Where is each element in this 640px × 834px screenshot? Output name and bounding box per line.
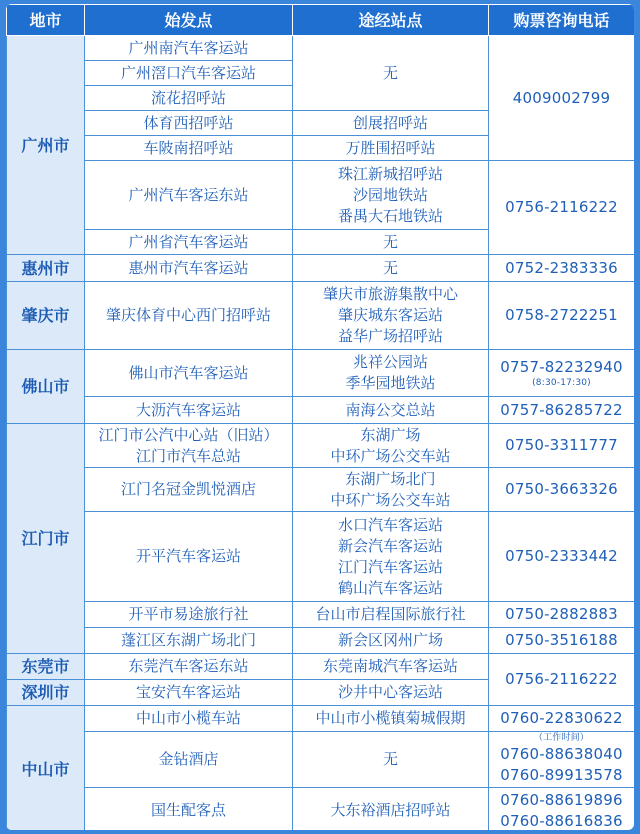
city-cell: 深圳市 — [7, 680, 85, 706]
table-row — [7, 161, 635, 230]
via-cell: 沙井中心客运站 — [293, 680, 489, 706]
via-line: 新会汽车客运站 — [337, 536, 443, 555]
city-cell: 东莞市 — [7, 654, 85, 680]
phone-number: 0760-88616836 — [500, 811, 623, 830]
via-cell: 无 — [293, 732, 489, 788]
via-cell: 南海公交总站 — [293, 397, 489, 424]
origin-cell: 开平市易途旅行社 — [85, 602, 293, 628]
table-row — [7, 36, 635, 61]
via-line: 东湖广场 — [360, 425, 421, 444]
via-line: 江门汽车客运站 — [337, 557, 443, 576]
table-row — [7, 654, 635, 680]
phone-cell: 0757-86285722 — [489, 397, 635, 424]
phone-cell: 0750-2882883 — [489, 602, 635, 628]
via-cell: 无 — [293, 230, 489, 255]
phone-cell: 0750-3311777 — [489, 424, 635, 468]
via-line: 鹤山汽车客运站 — [337, 578, 443, 597]
phone-cell: 0756-2116222 — [489, 161, 635, 255]
city-cell: 中山市 — [7, 706, 85, 831]
via-cell: 新会区冈州广场 — [293, 628, 489, 654]
via-line: 肇庆市旅游集散中心 — [322, 285, 458, 303]
via-cell: 大东裕酒店招呼站 — [293, 788, 489, 831]
origin-cell: 惠州市汽车客运站 — [85, 255, 293, 282]
phone-cell: 0758-2722251 — [489, 282, 635, 350]
via-line: 益华广场招呼站 — [337, 327, 443, 345]
via-cell: 创展招呼站 — [293, 111, 489, 136]
city-cell: 江门市 — [7, 424, 85, 654]
origin-cell: 佛山市汽车客运站 — [85, 350, 293, 397]
table-row — [7, 602, 635, 628]
phone-cell — [489, 732, 635, 788]
origin-cell: 开平汽车客运站 — [85, 512, 293, 602]
via-line: 水口汽车客运站 — [337, 515, 443, 534]
origin-cell: 车陂南招呼站 — [85, 136, 293, 161]
origin-line: 江门市公汽中心站（旧站） — [98, 425, 279, 444]
header-via: 途经站点 — [293, 5, 489, 36]
via-cell: 无 — [293, 255, 489, 282]
phone-cell — [489, 350, 635, 397]
phone-number: 0760-88638040 — [500, 745, 623, 763]
origin-cell: 中山市小榄车站 — [85, 706, 293, 732]
table-row — [7, 350, 635, 397]
origin-cell: 宝安汽车客运站 — [85, 680, 293, 706]
city-cell: 肇庆市 — [7, 282, 85, 350]
via-cell: 台山市启程国际旅行社 — [293, 602, 489, 628]
origin-cell: 广州省汽车客运站 — [85, 230, 293, 255]
table-row — [7, 282, 635, 350]
phone-cell: 0750-3663326 — [489, 468, 635, 512]
origin-cell: 体育西招呼站 — [85, 111, 293, 136]
origin-cell: 大沥汽车客运站 — [85, 397, 293, 424]
via-cell: 万胜围招呼站 — [293, 136, 489, 161]
origin-cell: 广州滘口汽车客运站 — [85, 61, 293, 86]
phone-cell: 0750-2333442 — [489, 512, 635, 602]
ticket-info-table — [6, 4, 634, 830]
origin-cell: 广州汽车客运东站 — [85, 161, 293, 230]
via-cell — [293, 424, 489, 468]
origin-cell: 金钻酒店 — [85, 732, 293, 788]
via-cell — [293, 512, 489, 602]
via-line: 中环广场公交车站 — [330, 446, 451, 465]
table-row — [7, 732, 635, 788]
origin-cell: 流花招呼站 — [85, 86, 293, 111]
phone-number: 0760-89913578 — [500, 766, 623, 784]
via-cell — [293, 350, 489, 397]
origin-cell: 广州南汽车客运站 — [85, 36, 293, 61]
header-city: 地市 — [7, 5, 85, 36]
via-line: 番禺大石地铁站 — [337, 206, 443, 225]
origin-cell: 蓬江区东湖广场北门 — [85, 628, 293, 654]
phone-cell: 0760-22830622 — [489, 706, 635, 732]
table-row — [7, 788, 635, 831]
origin-cell — [85, 424, 293, 468]
table-row — [7, 706, 635, 732]
phone-hours: （工作时间） — [533, 733, 590, 743]
via-line: 肇庆城东客运站 — [337, 306, 443, 324]
via-cell: 中山市小榄镇菊城假期 — [293, 706, 489, 732]
phone-cell: 0752-2383336 — [489, 255, 635, 282]
origin-cell: 东莞汽车客运东站 — [85, 654, 293, 680]
via-line: 中环广场公交车站 — [330, 490, 451, 509]
header-origin: 始发点 — [85, 5, 293, 36]
origin-line: 江门市汽车总站 — [135, 446, 241, 465]
table-row — [7, 424, 635, 468]
table-row — [7, 468, 635, 512]
phone-cell — [489, 788, 635, 831]
table-row — [7, 397, 635, 424]
header-phone: 购票咨询电话 — [489, 5, 635, 36]
city-cell: 佛山市 — [7, 350, 85, 424]
via-line: 季华园地铁站 — [345, 374, 436, 392]
table-row — [7, 628, 635, 654]
phone-number: 0760-88619896 — [500, 790, 623, 809]
phone-hours: (8:30-17:30) — [532, 378, 591, 388]
via-line: 东湖广场北门 — [345, 469, 436, 488]
phone-number: 0757-82232940 — [500, 358, 623, 376]
table-row — [7, 512, 635, 602]
via-cell: 东莞南城汽车客运站 — [293, 654, 489, 680]
table-header-row — [7, 5, 635, 36]
origin-cell: 江门名冠金凯悦酒店 — [85, 468, 293, 512]
via-cell: 无 — [293, 36, 489, 111]
via-cell — [293, 468, 489, 512]
via-line: 珠江新城招呼站 — [337, 164, 443, 183]
city-cell: 广州市 — [7, 36, 85, 255]
phone-cell: 0756-2116222 — [489, 654, 635, 706]
origin-cell: 肇庆体育中心西门招呼站 — [85, 282, 293, 350]
via-line: 兆祥公园站 — [352, 353, 428, 371]
via-cell — [293, 282, 489, 350]
table-row — [7, 255, 635, 282]
origin-cell: 国生配客点 — [85, 788, 293, 831]
via-line: 沙园地铁站 — [352, 185, 428, 204]
city-cell: 惠州市 — [7, 255, 85, 282]
phone-cell: 0750-3516188 — [489, 628, 635, 654]
ticket-info-table-frame — [6, 4, 634, 830]
phone-cell: 4009002799 — [489, 36, 635, 161]
via-cell — [293, 161, 489, 230]
